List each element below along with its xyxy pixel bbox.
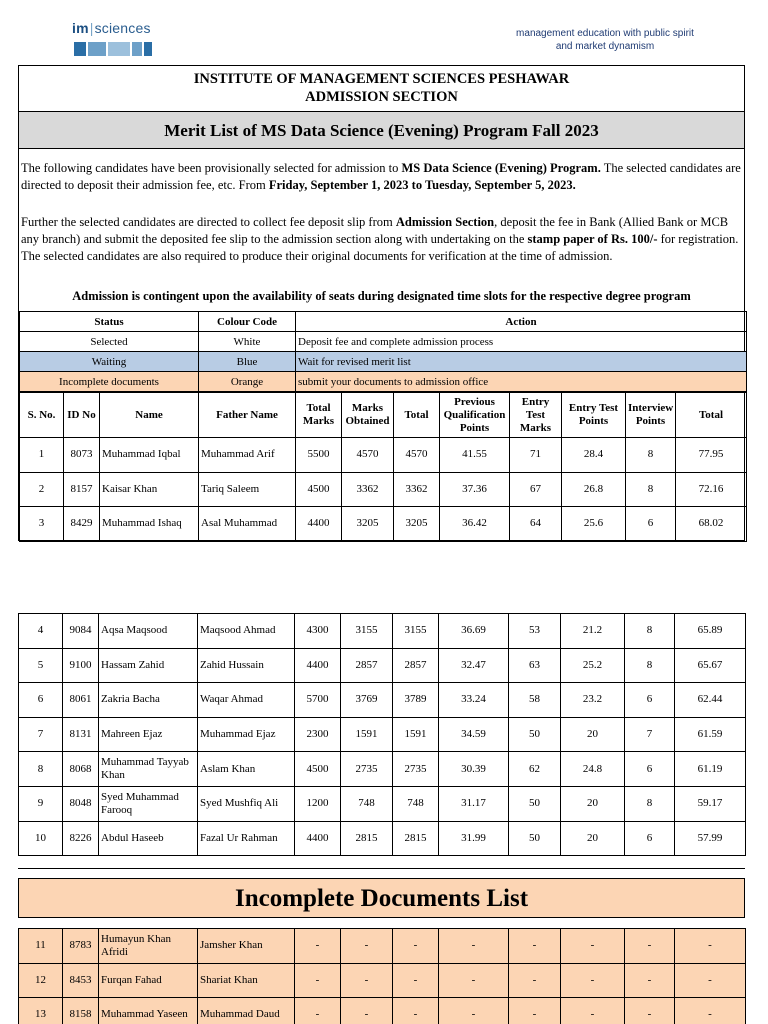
table-row (19, 648, 746, 683)
col-total-marks: Total Marks (296, 393, 342, 438)
cell-total-marks: 4400 (295, 648, 341, 683)
incomplete-documents-table (18, 928, 746, 1024)
cell-sno: 10 (19, 821, 63, 856)
cell-id: 8226 (63, 821, 99, 856)
cell-grand-total: - (675, 929, 746, 964)
cell-total: 3362 (394, 472, 440, 507)
cell-father: Aslam Khan (198, 752, 295, 787)
legend-action: submit your documents to admission office (296, 372, 747, 392)
cell-father: Jamsher Khan (198, 929, 295, 964)
merit-table (19, 392, 747, 542)
cell-marks-obtained: 1591 (341, 717, 393, 752)
cell-name: Muhammad Ishaq (100, 507, 199, 542)
cell-name: Zakria Bacha (99, 683, 198, 718)
cell-sno: 1 (20, 438, 64, 473)
cell-father: Muhammad Daud (198, 998, 295, 1024)
institute-name: INSTITUTE OF MANAGEMENT SCIENCES PESHAWAR (193, 71, 570, 87)
legend-header-action: Action (296, 312, 747, 332)
cell-sno: 4 (19, 614, 63, 649)
cell-father: Asal Muhammad (199, 507, 296, 542)
cell-id: 8131 (63, 717, 99, 752)
cell-prev-points: 30.39 (439, 752, 509, 787)
cell-prev-points: - (439, 963, 509, 998)
cell-id: 8061 (63, 683, 99, 718)
legend-status: Waiting (20, 352, 199, 372)
table-row (20, 472, 747, 507)
cell-total-marks: - (295, 929, 341, 964)
selection-paragraph (19, 160, 744, 194)
cell-father: Muhammad Arif (199, 438, 296, 473)
cell-prev-points: 33.24 (439, 683, 509, 718)
table-row (19, 963, 746, 998)
cell-prev-points: 31.99 (439, 821, 509, 856)
cell-marks-obtained: 3362 (342, 472, 394, 507)
cell-total: - (393, 963, 439, 998)
cell-father: Syed Mushfiq Ali (198, 786, 295, 821)
cell-entry-marks: 71 (510, 438, 562, 473)
cell-interview: 8 (626, 438, 676, 473)
cell-entry-marks: 64 (510, 507, 562, 542)
col-marks-obtained: Marks Obtained (342, 393, 394, 438)
cell-id: 8453 (63, 963, 99, 998)
cell-entry-points: 24.8 (561, 752, 625, 787)
legend-colour: Orange (199, 372, 296, 392)
cell-interview: 8 (625, 614, 675, 649)
cell-total: 4570 (394, 438, 440, 473)
para2-text-3: for registration. The selected candidates are also required to produce their original documents for verification at the time of admission. (21, 232, 739, 263)
table-row (19, 614, 746, 649)
cell-entry-marks: 50 (509, 821, 561, 856)
col-total: Total (394, 393, 440, 438)
incomplete-documents-title: Incomplete Documents List (18, 878, 745, 918)
cell-interview: 8 (625, 786, 675, 821)
legend-header-status: Status (20, 312, 199, 332)
cell-interview: 8 (626, 472, 676, 507)
cell-entry-points: - (561, 998, 625, 1024)
cell-interview: 8 (625, 648, 675, 683)
cell-marks-obtained: 748 (341, 786, 393, 821)
cell-sno: 9 (19, 786, 63, 821)
cell-father: Muhammad Ejaz (198, 717, 295, 752)
cell-marks-obtained: - (341, 929, 393, 964)
cell-id: 8157 (64, 472, 100, 507)
cell-sno: 3 (20, 507, 64, 542)
cell-sno: 13 (19, 998, 63, 1024)
merit-list-frame (18, 65, 745, 541)
cell-id: 8068 (63, 752, 99, 787)
cell-id: 8073 (64, 438, 100, 473)
cell-id: 8048 (63, 786, 99, 821)
cell-total: 3155 (393, 614, 439, 649)
cell-entry-points: - (561, 963, 625, 998)
table-row (19, 998, 746, 1024)
cell-marks-obtained: - (341, 963, 393, 998)
logo-text: sciences (94, 20, 151, 36)
table-row (19, 821, 746, 856)
cell-marks-obtained: 3769 (341, 683, 393, 718)
cell-marks-obtained: 4570 (342, 438, 394, 473)
cell-name: Aqsa Maqsood (99, 614, 198, 649)
cell-total-marks: 4300 (295, 614, 341, 649)
cell-total: 2735 (393, 752, 439, 787)
cell-grand-total: 65.67 (675, 648, 746, 683)
cell-interview: - (625, 929, 675, 964)
cell-entry-marks: 58 (509, 683, 561, 718)
para1-text-2: The selected candidates are directed to deposit their admission fee, etc. From (21, 161, 741, 192)
cell-grand-total: 77.95 (676, 438, 747, 473)
cell-id: 9084 (63, 614, 99, 649)
cell-entry-points: 28.4 (562, 438, 626, 473)
ims-logo: im|sciences (72, 20, 162, 60)
cell-entry-marks: 50 (509, 717, 561, 752)
col-entry-marks: Entry Test Marks (510, 393, 562, 438)
para1-dates: Friday, September 1, 2023 to Tuesday, September 5, 2023. (268, 178, 576, 192)
cell-total: 3205 (394, 507, 440, 542)
cell-marks-obtained: 3205 (342, 507, 394, 542)
cell-interview: 6 (626, 507, 676, 542)
cell-sno: 8 (19, 752, 63, 787)
cell-marks-obtained: 2735 (341, 752, 393, 787)
cell-total-marks: 5500 (296, 438, 342, 473)
cell-father: Shariat Khan (198, 963, 295, 998)
cell-interview: - (625, 963, 675, 998)
table-row (19, 752, 746, 787)
cell-name: Abdul Haseeb (99, 821, 198, 856)
cell-total: 2815 (393, 821, 439, 856)
cell-name: Humayun Khan Afridi (99, 929, 198, 964)
cell-entry-marks: - (509, 998, 561, 1024)
col-sno: S. No. (20, 393, 64, 438)
cell-marks-obtained: 2857 (341, 648, 393, 683)
col-interview: Interview Points (626, 393, 676, 438)
cell-total-marks: - (295, 998, 341, 1024)
cell-grand-total: 61.19 (675, 752, 746, 787)
cell-entry-points: 23.2 (561, 683, 625, 718)
para1-text-1: The following candidates have been provisionally selected for admission to (21, 161, 402, 175)
cell-marks-obtained: 3155 (341, 614, 393, 649)
logo-text-bold: im (72, 20, 89, 36)
cell-total-marks: 4500 (295, 752, 341, 787)
para2-stamp-paper: stamp paper of Rs. 100/- (527, 232, 658, 246)
cell-entry-marks: 50 (509, 786, 561, 821)
legend-header-row (20, 312, 747, 332)
cell-entry-points: 25.6 (562, 507, 626, 542)
cell-entry-points: 26.8 (562, 472, 626, 507)
tagline (500, 27, 710, 53)
cell-name: Mahreen Ejaz (99, 717, 198, 752)
cell-entry-marks: 63 (509, 648, 561, 683)
cell-interview: 6 (625, 821, 675, 856)
cell-total: 1591 (393, 717, 439, 752)
cell-interview: - (625, 998, 675, 1024)
cell-entry-points: 21.2 (561, 614, 625, 649)
cell-interview: 6 (625, 752, 675, 787)
cell-father: Zahid Hussain (198, 648, 295, 683)
cell-total-marks: 5700 (295, 683, 341, 718)
para2-admission-section: Admission Section (395, 215, 495, 229)
cell-total: 3789 (393, 683, 439, 718)
cell-grand-total: 65.89 (675, 614, 746, 649)
legend-action: Deposit fee and complete admission process (296, 332, 747, 352)
cell-total-marks: 4500 (296, 472, 342, 507)
cell-total: - (393, 929, 439, 964)
section-divider (18, 868, 745, 869)
cell-entry-marks: 67 (510, 472, 562, 507)
cell-grand-total: 72.16 (676, 472, 747, 507)
institute-section: ADMISSION SECTION (305, 89, 458, 105)
cell-name: Syed Muhammad Farooq (99, 786, 198, 821)
cell-name: Hassam Zahid (99, 648, 198, 683)
col-grand-total: Total (676, 393, 747, 438)
table-row (19, 786, 746, 821)
tagline-line-2: and market dynamism (555, 41, 655, 52)
cell-father: Waqar Ahmad (198, 683, 295, 718)
legend-status: Selected (20, 332, 199, 352)
cell-marks-obtained: 2815 (341, 821, 393, 856)
cell-total: - (393, 998, 439, 1024)
institute-heading (19, 66, 744, 111)
cell-entry-marks: - (509, 963, 561, 998)
incomplete-documents-section (18, 928, 746, 1024)
table-row (19, 929, 746, 964)
cell-id: 8158 (63, 998, 99, 1024)
legend-header-colour: Colour Code (199, 312, 296, 332)
cell-entry-points: - (561, 929, 625, 964)
tagline-line-1: management education with public spirit (516, 28, 694, 39)
cell-id: 9100 (63, 648, 99, 683)
cell-total-marks: 1200 (295, 786, 341, 821)
cell-grand-total: 57.99 (675, 821, 746, 856)
cell-grand-total: - (675, 963, 746, 998)
cell-name: Muhammad Iqbal (100, 438, 199, 473)
cell-id: 8783 (63, 929, 99, 964)
cell-entry-points: 20 (561, 786, 625, 821)
legend-colour: White (199, 332, 296, 352)
table-row (19, 683, 746, 718)
cell-sno: 5 (19, 648, 63, 683)
cell-entry-points: 20 (561, 821, 625, 856)
cell-grand-total: 62.44 (675, 683, 746, 718)
table-row (20, 438, 747, 473)
cell-id: 8429 (64, 507, 100, 542)
cell-prev-points: 34.59 (439, 717, 509, 752)
cell-prev-points: 31.17 (439, 786, 509, 821)
para2-text-1: Further the selected candidates are directed to collect fee deposit slip from (21, 215, 396, 229)
cell-prev-points: - (439, 998, 509, 1024)
legend-colour: Blue (199, 352, 296, 372)
cell-prev-points: 37.36 (440, 472, 510, 507)
cell-name: Muhammad Tayyab Khan (99, 752, 198, 787)
instructions-paragraph (19, 214, 744, 265)
cell-prev-points: - (439, 929, 509, 964)
legend-status: Incomplete documents (20, 372, 199, 392)
cell-father: Tariq Saleem (199, 472, 296, 507)
cell-marks-obtained: - (341, 998, 393, 1024)
merit-header-row (20, 393, 747, 438)
table-row (19, 717, 746, 752)
cell-grand-total: 68.02 (676, 507, 747, 542)
cell-entry-marks: 62 (509, 752, 561, 787)
col-prev-points: Previous Qualification Points (440, 393, 510, 438)
col-entry-points: Entry Test Points (562, 393, 626, 438)
status-legend-table (19, 311, 747, 392)
cell-grand-total: - (675, 998, 746, 1024)
para1-program: MS Data Science (Evening) Program. (401, 161, 601, 175)
legend-row-selected (20, 332, 747, 352)
table-row (20, 507, 747, 542)
legend-row-waiting (20, 352, 747, 372)
cell-grand-total: 61.59 (675, 717, 746, 752)
cell-prev-points: 36.42 (440, 507, 510, 542)
cell-interview: 6 (625, 683, 675, 718)
cell-grand-total: 59.17 (675, 786, 746, 821)
cell-father: Maqsood Ahmad (198, 614, 295, 649)
legend-action: Wait for revised merit list (296, 352, 747, 372)
cell-total-marks: 2300 (295, 717, 341, 752)
cell-entry-marks: - (509, 929, 561, 964)
cell-sno: 2 (20, 472, 64, 507)
col-id: ID No (64, 393, 100, 438)
cell-name: Furqan Fahad (99, 963, 198, 998)
cell-sno: 6 (19, 683, 63, 718)
cell-entry-points: 25.2 (561, 648, 625, 683)
cell-prev-points: 36.69 (439, 614, 509, 649)
col-father: Father Name (199, 393, 296, 438)
cell-father: Fazal Ur Rahman (198, 821, 295, 856)
cell-sno: 11 (19, 929, 63, 964)
cell-interview: 7 (625, 717, 675, 752)
cell-total-marks: - (295, 963, 341, 998)
cell-sno: 7 (19, 717, 63, 752)
page-title: Merit List of MS Data Science (Evening) Program Fall 2023 (19, 111, 744, 149)
merit-table-page2 (18, 613, 746, 856)
cell-entry-points: 20 (561, 717, 625, 752)
cell-prev-points: 32.47 (439, 648, 509, 683)
legend-row-incomplete (20, 372, 747, 392)
cell-sno: 12 (19, 963, 63, 998)
cell-entry-marks: 53 (509, 614, 561, 649)
cell-name: Muhammad Yaseen (99, 998, 198, 1024)
para2-text-2: , deposit the fee in Bank (Allied Bank or MCB any branch) and submit the deposited fee slip to the admission section along with undertaking on the (21, 215, 729, 246)
logo-bars-icon (74, 42, 152, 56)
cell-total-marks: 4400 (295, 821, 341, 856)
seat-availability-notice: Admission is contingent upon the availability of seats during designated time slots for the respective degree program (72, 289, 691, 303)
merit-table-continued (18, 613, 746, 856)
cell-name: Kaisar Khan (100, 472, 199, 507)
cell-total-marks: 4400 (296, 507, 342, 542)
cell-prev-points: 41.55 (440, 438, 510, 473)
cell-total: 748 (393, 786, 439, 821)
cell-total: 2857 (393, 648, 439, 683)
col-name: Name (100, 393, 199, 438)
